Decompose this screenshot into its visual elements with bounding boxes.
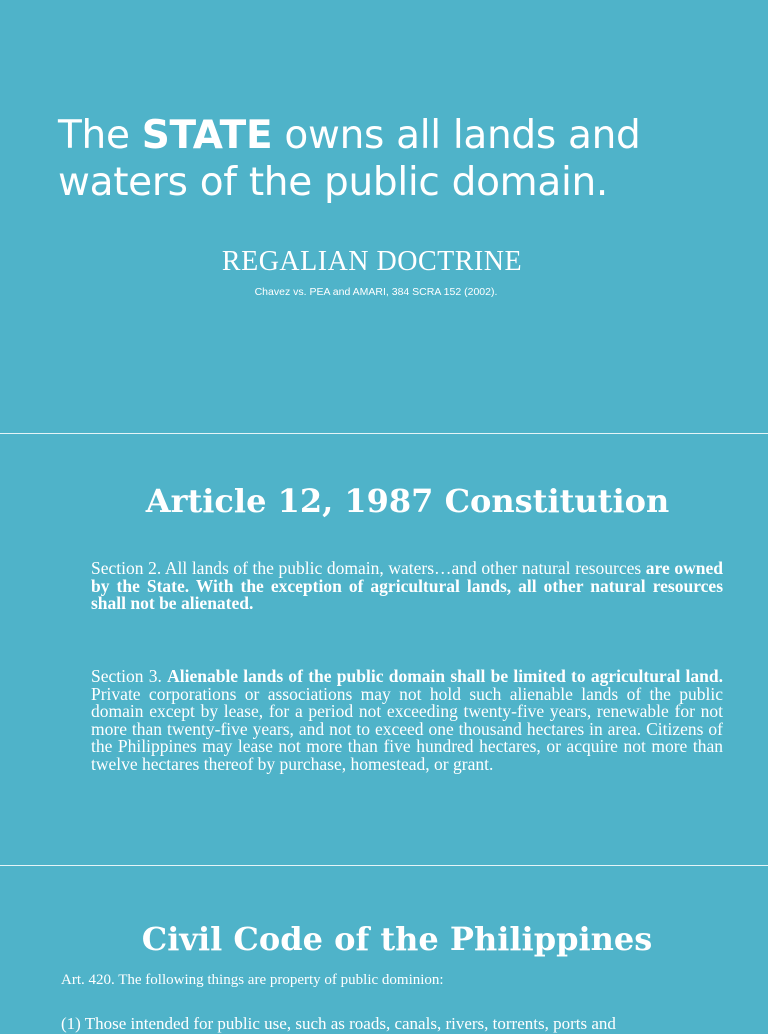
section-3-bold-text: Alienable lands of the public domain shall be limited to agricultural land.	[167, 666, 723, 686]
section-3-label: Section 3.	[91, 666, 168, 686]
slide-regalian-doctrine	[0, 0, 768, 433]
headline-bold-state: STATE	[141, 113, 273, 158]
list-item: (1) Those intended for public use, such as roads, canals, rivers, torrents, ports and	[61, 1014, 616, 1033]
citation: Chavez vs. PEA and AMARI, 384 SCRA 152 (2002).	[254, 286, 498, 298]
section-2-text: Section 2. All lands of the public domain, waters…and other natural resources	[91, 558, 646, 578]
section-2-bold-text: are owned by the State. With the exception of agricultural lands, all other natural resources shall not be alienated.	[91, 558, 723, 613]
slide-title: Civil Code of the Philippines	[141, 920, 653, 958]
section-3-text: Private corporations or associations may not hold such alienable lands of the public domain except by lease, for a period not exceeding twenty-five years, renewable for not more than twenty-five years, and not to exceed one thousand hectares in area. Citizens of the Philippines may lease not more than five hundred hectares, or acquire not more than twelve hectares thereof by purchase, homestead, or grant.	[91, 683, 723, 774]
headline-prefix: The	[58, 113, 142, 158]
slide-article-12	[0, 434, 768, 865]
headline-rest: owns all lands and waters of the public domain.	[58, 113, 641, 205]
section-2-paragraph	[91, 560, 723, 613]
section-3-paragraph	[91, 668, 723, 773]
slide-title: Article 12, 1987 Constitution	[145, 482, 670, 520]
article-420-text: Art. 420. The following things are property of public dominion:	[61, 972, 444, 988]
headline	[58, 112, 738, 206]
subtitle: REGALIAN DOCTRINE	[221, 246, 523, 277]
slide-civil-code	[0, 866, 768, 1033]
